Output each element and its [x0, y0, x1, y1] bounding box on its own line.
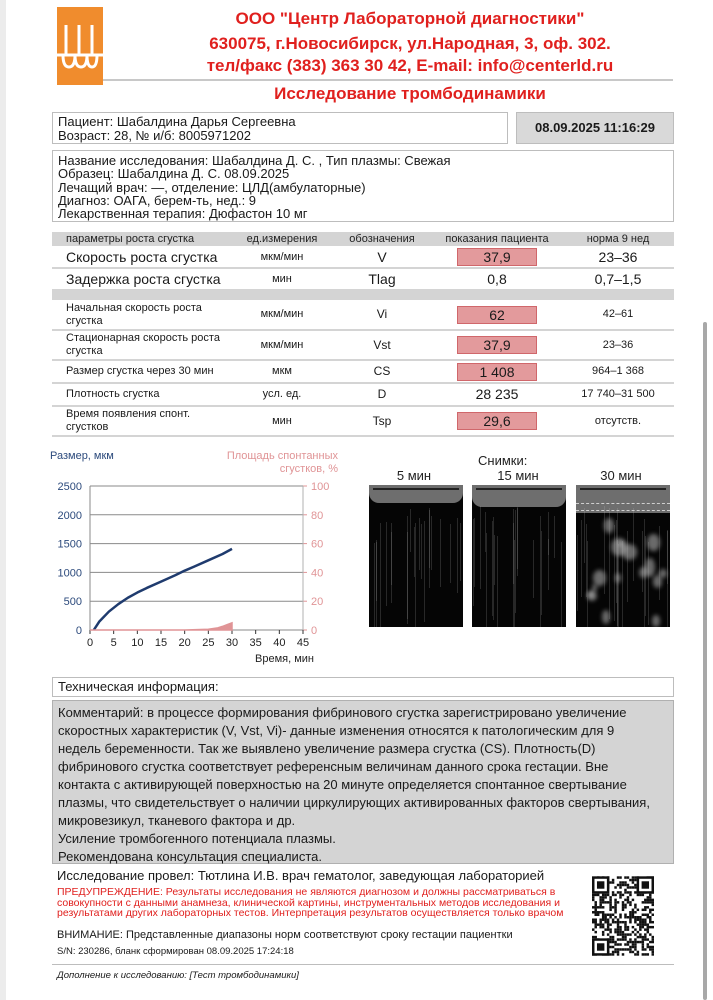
- header-divider: [103, 79, 673, 81]
- scrollbar[interactable]: [703, 322, 707, 1000]
- svg-text:10: 10: [131, 637, 144, 649]
- row-norm: 42–61: [562, 300, 674, 330]
- svg-text:0: 0: [86, 637, 94, 649]
- study-doctor: Лечащий врач: —, отделение: ЦЛД(амбулаторные): [58, 179, 366, 195]
- page-title: Исследование тромбодинамики: [274, 84, 546, 103]
- snapshot-image-15min: [472, 485, 566, 627]
- patient-info: [52, 112, 508, 144]
- svg-text:30: 30: [225, 637, 239, 649]
- svg-text:100: 100: [311, 481, 330, 493]
- chart-x-axis-label: Время, мин: [255, 653, 314, 665]
- row-param: Стационарная скорость роста сгустка: [52, 330, 232, 360]
- chart-y2-axis-label: Площадь спонтанных сгустков, %: [226, 450, 338, 475]
- lab-logo-icon: [57, 7, 103, 85]
- table-row: [52, 383, 674, 406]
- svg-text:0: 0: [75, 625, 82, 637]
- tech-info-label: Техническая информация:: [52, 677, 674, 697]
- row-value: 0,8: [432, 268, 562, 290]
- svg-text:35: 35: [249, 637, 262, 649]
- row-param: Время появления спонт. сгустков: [52, 406, 232, 436]
- svg-text:1000: 1000: [57, 567, 82, 580]
- row-norm: 964–1 368: [562, 360, 674, 383]
- svg-text:20: 20: [178, 637, 191, 649]
- qr-code-icon: [592, 876, 654, 956]
- col-symbol: обозначения: [332, 232, 432, 246]
- snapshot-image-5min: [369, 485, 463, 627]
- serial-number: S/N: 230286, бланк сформирован 08.09.2025 17:24:18: [57, 946, 294, 957]
- page-edge: [0, 0, 6, 1000]
- row-norm: 0,7–1,5: [562, 268, 674, 290]
- snapshot-label-30: 30 мин: [600, 468, 642, 483]
- row-norm: 17 740–31 500: [562, 383, 674, 406]
- warning-text: ПРЕДУПРЕЖДЕНИЕ: Результаты исследования не являются диагнозом и должны рассматриваться в совокупности с данными анамнеза, клинической картины, инструментальных методов исследования и результатами других лабораторных тестов. Интерпретация результатов осуществляется только врачом: [57, 886, 564, 919]
- addendum: Дополнение к исследованию: [Тест тромбодинамики]: [57, 970, 299, 981]
- snapshot-image-30min: [576, 485, 670, 627]
- svg-text:40: 40: [311, 567, 324, 580]
- org-contacts: тел/факс (383) 363 30 42, E-mail: info@centerld.ru: [206, 56, 614, 75]
- study-diagnosis: Диагноз: ОАГА, берем-ть, нед.: 9: [58, 192, 257, 208]
- comment-line: Рекомендована консультация специалиста.: [58, 849, 322, 864]
- table-row: [52, 330, 674, 360]
- table-row: [52, 268, 674, 290]
- svg-text:45: 45: [296, 637, 310, 649]
- svg-text:80: 80: [311, 509, 324, 522]
- col-param: параметры роста сгустка: [52, 232, 232, 246]
- row-unit: мкм/мин: [232, 300, 332, 330]
- footer-divider: [52, 964, 674, 965]
- row-unit: усл. ед.: [232, 383, 332, 406]
- row-unit: мкм/мин: [232, 246, 332, 268]
- row-norm: 23–36: [562, 246, 674, 268]
- row-unit: мин: [232, 268, 332, 290]
- col-value: показания пациента: [432, 232, 562, 246]
- row-symbol: V: [332, 246, 432, 268]
- row-value-abnormal: 29,6: [457, 412, 537, 430]
- table-row: [52, 360, 674, 383]
- org-name: ООО "Центр Лабораторной диагностики": [235, 9, 585, 28]
- svg-text:60: 60: [311, 538, 324, 551]
- row-param: Начальная скорость роста сгустка: [52, 300, 232, 330]
- comment-line: недель беременности. Так же выявлено увеличение размера сгустка (CS). Плотность(D): [58, 741, 596, 756]
- comment-line: плазмы, что свидетельствует о наличии циркулирующих активированных факторов свертывания,: [58, 795, 650, 810]
- svg-text:40: 40: [273, 637, 286, 649]
- svg-text:1500: 1500: [57, 538, 82, 551]
- comment-line: скоростных характеристик (V, Vst, Vi)- данные изменения относятся к патологическим для 9: [58, 723, 615, 738]
- row-param: Задержка роста сгустка: [52, 268, 232, 290]
- comment-box: [52, 700, 674, 864]
- table-header: [52, 232, 674, 246]
- comment-line: Комментарий: в процессе формирования фибринового сгустка зарегистрировано увеличение: [58, 705, 627, 720]
- performer: Исследование провел: Тютлина И.В. врач гематолог, заведующая лабораторией: [57, 868, 545, 883]
- org-address: 630075, г.Новосибирск, ул.Народная, 3, оф. 302.: [209, 34, 611, 53]
- svg-text:25: 25: [202, 637, 215, 649]
- row-unit: мин: [232, 406, 332, 436]
- comment-line: фибринового сгустка соответствует референсным величинам данного срока гестации. Вне: [58, 759, 609, 774]
- snapshot-label-15: 15 мин: [497, 468, 539, 483]
- row-symbol: D: [332, 383, 432, 406]
- chart-y-axis-label: Размер, мкм: [50, 450, 114, 462]
- row-value-abnormal: 37,9: [457, 336, 537, 354]
- snapshot-label-5: 5 мин: [396, 468, 432, 483]
- svg-text:5: 5: [110, 637, 117, 649]
- row-norm: 23–36: [562, 330, 674, 360]
- row-symbol: CS: [332, 360, 432, 383]
- table-row: [52, 246, 674, 268]
- svg-text:15: 15: [154, 637, 168, 649]
- svg-text:2000: 2000: [57, 509, 82, 522]
- parameters-table: [52, 232, 674, 437]
- clot-growth-chart: [50, 448, 350, 670]
- attention-text: ВНИМАНИЕ: Представленные диапазоны норм соответствуют сроку гестации пациентки: [57, 929, 513, 941]
- comment-line: микровезикул, тканевого фактора и др.: [58, 813, 296, 828]
- row-unit: мкм: [232, 360, 332, 383]
- table-row: [52, 300, 674, 330]
- row-unit: мкм/мин: [232, 330, 332, 360]
- row-param: Размер сгустка через 30 мин: [52, 360, 232, 383]
- row-value-abnormal: 62: [457, 306, 537, 324]
- col-unit: ед.измерения: [232, 232, 332, 246]
- row-symbol: Vi: [332, 300, 432, 330]
- comment-line: контакта с активирующей поверхностью на 20 минуте определяется спонтанное свертывание: [58, 777, 627, 792]
- snapshots-title: Снимки:: [478, 453, 528, 468]
- col-norm: норма 9 нед: [562, 232, 674, 246]
- svg-text:0: 0: [311, 625, 318, 637]
- chart-plot: [50, 448, 350, 670]
- row-norm: отсутств.: [562, 406, 674, 436]
- patient-name: Пациент: Шабалдина Дарья Сергеевна: [58, 114, 296, 129]
- study-datetime: 08.09.2025 11:16:29: [516, 112, 674, 144]
- svg-text:20: 20: [311, 596, 324, 609]
- row-symbol: Vst: [332, 330, 432, 360]
- table-separator: [52, 290, 674, 300]
- svg-text:500: 500: [63, 596, 82, 609]
- row-param: Плотность сгустка: [52, 383, 232, 406]
- comment-line: Усиление тромбогенного потенциала плазмы.: [58, 831, 336, 846]
- row-param: Скорость роста сгустка: [52, 246, 232, 268]
- study-sample: Образец: Шабалдина Д. С. 08.09.2025: [58, 166, 290, 182]
- svg-text:2500: 2500: [57, 481, 82, 493]
- row-value: 28 235: [432, 383, 562, 406]
- study-name: Название исследования: Шабалдина Д. С. , Тип плазмы: Свежая: [58, 153, 451, 168]
- row-symbol: Tsp: [332, 406, 432, 436]
- row-symbol: Tlag: [332, 268, 432, 290]
- table-row: [52, 406, 674, 436]
- study-therapy: Лекарственная терапия: Дюфастон 10 мг: [58, 206, 308, 222]
- row-value-abnormal: 37,9: [457, 248, 537, 266]
- patient-age: Возраст: 28, № и/б: 8005971202: [58, 128, 251, 143]
- study-info: [52, 150, 674, 222]
- row-value-abnormal: 1 408: [457, 363, 537, 381]
